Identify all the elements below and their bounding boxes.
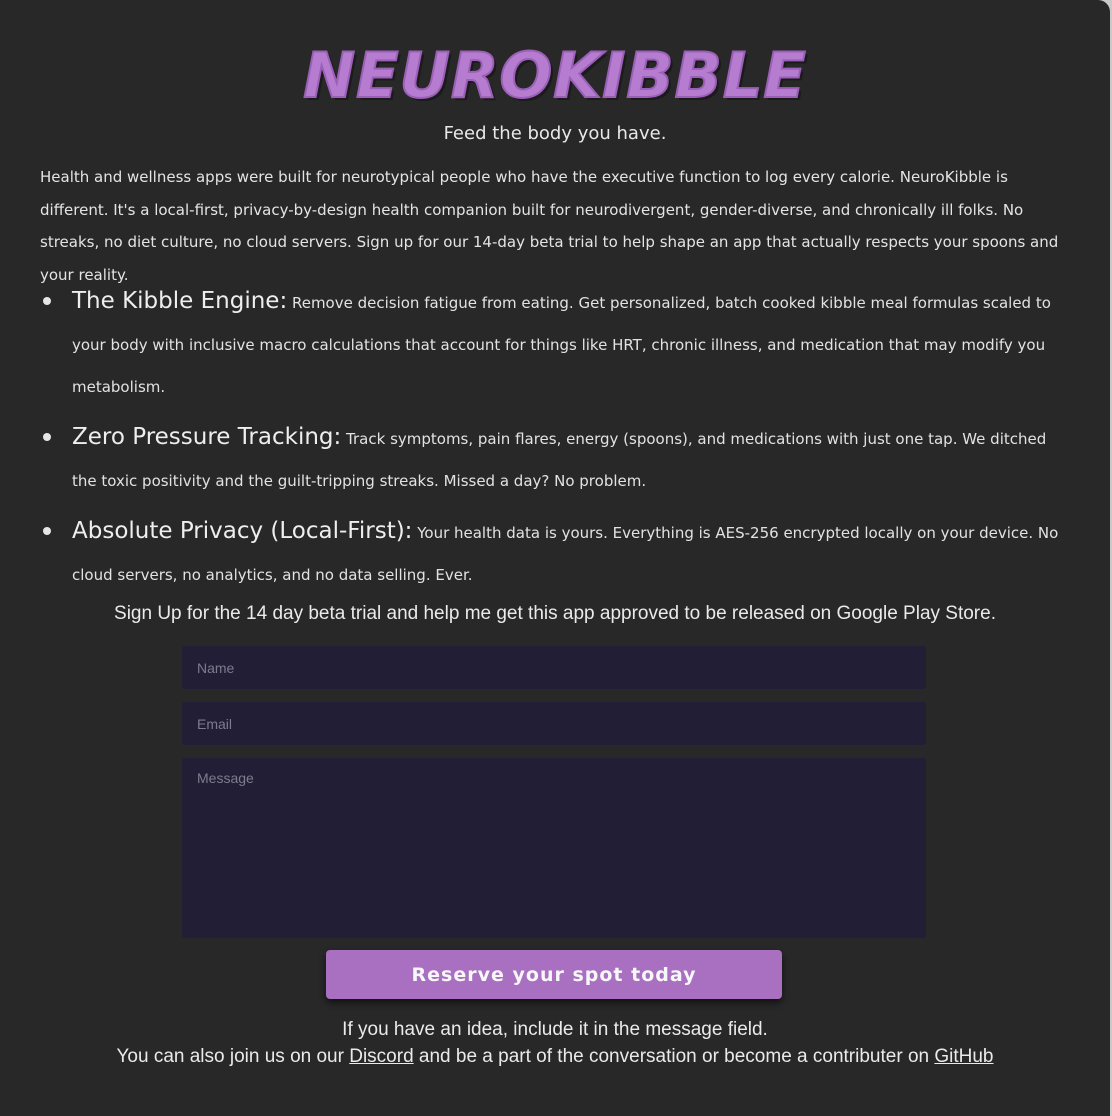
bullet-icon <box>43 297 51 305</box>
intro-paragraph: Health and wellness apps were built for neurotypical people who have the executive function to log every calorie. NeuroKibble is different. It's a local-first, privacy-by-design health companion built for neurodivergent, gender-diverse, and chronically ill folks. No streaks, no diet culture, no cloud servers. Sign up for our 14-day beta trial to help shape an app that actually respects your spoons and your reality. <box>40 168 1059 284</box>
feature-description: Track symptoms, pain flares, energy (spoons), and medications with just one tap. We ditched the toxic positivity and the guilt-tripping streaks. Missed a day? No problem. <box>72 430 1047 490</box>
bullet-icon <box>43 433 51 441</box>
discord-link[interactable]: Discord <box>349 1046 414 1067</box>
feature-item <box>40 510 1070 596</box>
signup-prompt: Sign Up for the 14 day beta trial and help me get this app approved to be released on Google Play Store. <box>114 603 996 624</box>
github-link[interactable]: GitHub <box>934 1046 994 1067</box>
feature-title: The Kibble Engine: <box>72 288 288 314</box>
feature-title: Zero Pressure Tracking: <box>72 424 342 450</box>
bullet-icon <box>43 527 51 535</box>
feature-description: Your health data is yours. Everything is AES-256 encrypted locally on your device. No cloud servers, no analytics, and no data selling. Ever. <box>72 524 1059 584</box>
footer-text-middle: and be a part of the conversation or become a contributer on <box>413 1046 935 1067</box>
name-input[interactable] <box>182 646 926 689</box>
feature-list <box>40 280 1070 604</box>
footer-text-prefix: You can also join us on our <box>116 1046 350 1067</box>
feature-item <box>40 280 1070 408</box>
message-textarea[interactable] <box>182 758 926 938</box>
footer-line-1: If you have an idea, include it in the message field. <box>342 1019 768 1040</box>
reserve-spot-button[interactable]: Reserve your spot today <box>326 950 782 999</box>
footer <box>0 1016 1110 1070</box>
footer-line-2 <box>0 1043 1110 1070</box>
feature-description: Remove decision fatigue from eating. Get personalized, batch cooked kibble meal formulas scaled to your body with inclusive macro calculations that account for things like HRT, chronic illness, and medication that may modify you metabolism. <box>72 294 1051 396</box>
feature-title: Absolute Privacy (Local-First): <box>72 518 413 544</box>
tagline: Feed the body you have. <box>443 123 667 144</box>
feature-item <box>40 416 1070 502</box>
brand-logo: NEUROKIBBLE <box>303 39 807 112</box>
email-input[interactable] <box>182 702 926 745</box>
